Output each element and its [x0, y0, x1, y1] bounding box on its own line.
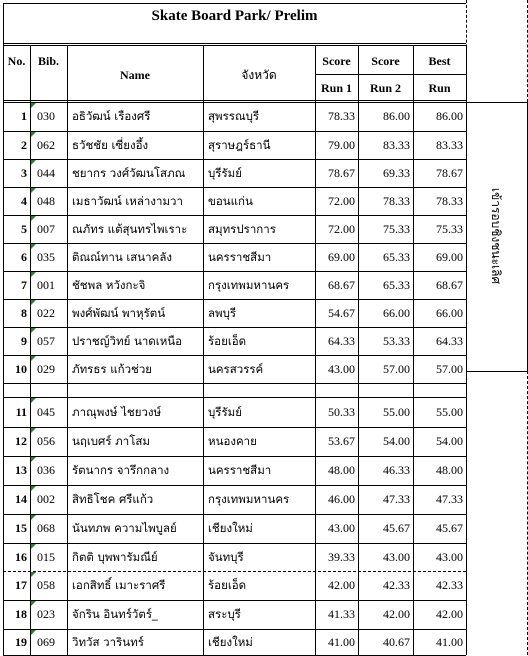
row-score-run2: 69.33 [383, 166, 410, 180]
row-score-run2: 57.00 [383, 362, 410, 376]
row-province: นครราชสีมา [208, 463, 272, 477]
row-number: 9 [21, 334, 27, 348]
row-score-run1: 78.67 [328, 166, 355, 180]
finalist-label: เข้ารอบชิงชนะเลิศ [489, 187, 503, 285]
row-score-run1: 43.00 [328, 521, 355, 535]
row-best-run: 64.33 [436, 334, 463, 348]
header-top-border [3, 45, 466, 46]
row-score-run2: 42.00 [383, 607, 410, 621]
row-name: ภัทรธร แก้วช่วย [72, 362, 153, 376]
row-score-run2: 45.67 [383, 521, 410, 535]
header-bib: Bib. [37, 54, 59, 68]
row-score-run2: 43.00 [383, 550, 410, 564]
row-score-run1: 79.00 [328, 138, 355, 152]
column-border [466, 45, 467, 655]
row-best-run: 78.67 [436, 166, 463, 180]
row-province: ร้อยเอ็ด [208, 578, 247, 592]
row-name: ณภัทร แต้สุนทรไพเราะ [72, 222, 188, 236]
row-best-run: 42.00 [436, 607, 463, 621]
row-number: 16 [15, 550, 27, 564]
row-score-run1: 50.33 [328, 405, 355, 419]
row-bib: 001 [37, 278, 55, 292]
row-bib: 068 [37, 521, 55, 535]
row-best-run: 48.00 [436, 463, 463, 477]
row-province: สระบุรี [208, 607, 241, 621]
row-bib: 044 [37, 166, 55, 180]
row-number: 13 [15, 463, 27, 477]
row-number: 18 [15, 607, 27, 621]
row-score-run2: 46.33 [383, 463, 410, 477]
row-number: 1 [21, 109, 27, 123]
row-border [3, 383, 466, 384]
row-score-run2: 66.00 [383, 306, 410, 320]
header-score-run1-top: Score [322, 54, 351, 68]
row-province: เชียงใหม่ [208, 635, 253, 649]
row-score-run2: 78.33 [383, 194, 410, 208]
row-number: 2 [21, 138, 27, 152]
row-number: 12 [15, 434, 27, 448]
row-bib: 069 [37, 635, 55, 649]
row-score-run1: 43.00 [328, 362, 355, 376]
row-score-run1: 48.00 [328, 463, 355, 477]
row-province: หนองคาย [208, 434, 257, 448]
row-score-run2: 47.33 [383, 492, 410, 506]
finalist-box-bottom [466, 371, 527, 372]
row-bib: 029 [37, 362, 55, 376]
row-name: นันทภพ ความไพบูลย์ [72, 521, 177, 535]
row-score-run1: 42.00 [328, 578, 355, 592]
row-bib: 023 [37, 607, 55, 621]
row-bib: 030 [37, 109, 55, 123]
header-top-border [3, 43, 466, 44]
row-score-run1: 53.67 [328, 434, 355, 448]
row-bib: 015 [37, 550, 55, 564]
row-name: ชัชพล หวังกะจิ [72, 278, 146, 292]
row-name: จักริน อินทร์วัตร์_ [72, 607, 158, 621]
row-bib: 022 [37, 306, 55, 320]
row-score-run1: 72.00 [328, 194, 355, 208]
row-number: 8 [21, 306, 27, 320]
row-province: กรุงเทพมหานคร [208, 492, 290, 506]
row-best-run: 66.00 [436, 306, 463, 320]
row-province: ขอนแก่น [208, 194, 253, 208]
header-score-run1-bottom: Run 1 [320, 81, 352, 95]
row-province: บุรีรัมย์ [208, 405, 242, 419]
row-name: อธิวัฒน์ เรืองศรี [72, 109, 151, 123]
row-score-run2: 40.67 [383, 635, 410, 649]
header-score-run2-bottom: Run 2 [369, 81, 401, 95]
row-score-run2: 42.33 [383, 578, 410, 592]
row-best-run: 68.67 [436, 278, 463, 292]
row-province: ลพบุรี [208, 306, 237, 320]
title-top-border [3, 3, 466, 4]
row-bib: 036 [37, 463, 55, 477]
row-best-run: 54.00 [436, 434, 463, 448]
row-score-run2: 55.00 [383, 405, 410, 419]
row-name: กิตติ บุพพารัมณีย์ [72, 550, 158, 564]
row-score-run1: 72.00 [328, 222, 355, 236]
row-name: นฤเบศร์ ภาโสม [72, 434, 151, 448]
row-name: พงศ์พัฒน์ พาหุรัตน์ [72, 306, 166, 320]
finalist-box-top [466, 102, 527, 103]
row-number: 14 [15, 492, 27, 506]
row-province: บุรีรัมย์ [208, 166, 242, 180]
row-province: นครราชสีมา [208, 250, 272, 264]
row-name: รัตนากร จารึกกลาง [72, 463, 170, 477]
row-score-run1: 68.67 [328, 278, 355, 292]
row-bib: 057 [37, 334, 55, 348]
row-name: ธวัชชัย เซี่ยงอึ้ง [72, 138, 149, 152]
header-score-run2-top: Score [371, 54, 400, 68]
row-score-run2: 86.00 [383, 109, 410, 123]
row-bib: 035 [37, 250, 55, 264]
row-name: ภาณุพงษ์ ไชยวงษ์ [72, 405, 162, 419]
row-province: สุพรรณบุรี [208, 109, 260, 123]
row-name: เมธาวัฒน์ เหล่างามวา [72, 194, 183, 208]
row-province: กรุงเทพมหานคร [208, 278, 290, 292]
row-number: 15 [15, 521, 27, 535]
row-best-run: 83.33 [436, 138, 463, 152]
row-number: 3 [21, 166, 27, 180]
row-bib: 045 [37, 405, 55, 419]
row-name: วิทวัส วารินทร์ [72, 635, 144, 649]
row-score-run2: 65.33 [383, 250, 410, 264]
row-best-run: 57.00 [436, 362, 463, 376]
row-name: เอกสิทธิ์ เมาะราศรี [72, 578, 166, 592]
sheet-title: Skate Board Park/ Prelim [151, 8, 318, 24]
header-best-bottom: Run [428, 81, 451, 95]
row-province: สุราษฎร์ธานี [208, 138, 271, 152]
row-score-run2: 65.33 [383, 278, 410, 292]
row-number: 10 [15, 362, 27, 376]
row-score-run2: 54.00 [383, 434, 410, 448]
row-best-run: 69.00 [436, 250, 463, 264]
header-best-top: Best [428, 54, 451, 68]
row-name: ชยากร วงศ์วัฒนโสภณ [72, 166, 186, 180]
row-best-run: 78.33 [436, 194, 463, 208]
row-score-run1: 41.00 [328, 635, 355, 649]
row-number: 19 [15, 635, 27, 649]
row-bib: 058 [37, 578, 55, 592]
row-best-run: 86.00 [436, 109, 463, 123]
row-province: สมุทรปราการ [208, 222, 276, 236]
row-name: ติณณ์ทาน เสนาคลัง [72, 250, 172, 264]
header-name: Name [120, 68, 150, 82]
row-best-run: 47.33 [436, 492, 463, 506]
row-score-run1: 46.00 [328, 492, 355, 506]
row-name: ปราชญ์วิทย์ นาดเหนือ [72, 334, 183, 348]
row-score-run1: 64.33 [328, 334, 355, 348]
row-number: 5 [21, 222, 27, 236]
row-province: เชียงใหม่ [208, 521, 253, 535]
row-score-run2: 83.33 [383, 138, 410, 152]
row-score-run1: 41.33 [328, 607, 355, 621]
row-province: จันทบุรี [208, 550, 244, 564]
row-bib: 002 [37, 492, 55, 506]
row-best-run: 43.00 [436, 550, 463, 564]
row-score-run1: 78.33 [328, 109, 355, 123]
row-score-run1: 54.67 [328, 306, 355, 320]
row-number: 4 [21, 194, 27, 208]
row-name: สิทธิโชค ศรีแก้ว [72, 492, 154, 506]
header-no: No. [7, 54, 26, 68]
row-score-run1: 69.00 [328, 250, 355, 264]
row-score-run2: 53.33 [383, 334, 410, 348]
row-bib: 048 [37, 194, 55, 208]
row-province: ร้อยเอ็ด [208, 334, 247, 348]
row-number: 11 [15, 405, 27, 419]
row-bib: 007 [37, 222, 55, 236]
row-number: 17 [15, 578, 27, 592]
row-score-run2: 75.33 [383, 222, 410, 236]
row-best-run: 75.33 [436, 222, 463, 236]
row-best-run: 41.00 [436, 635, 463, 649]
row-best-run: 55.00 [436, 405, 463, 419]
row-number: 6 [21, 250, 27, 264]
row-number: 7 [21, 278, 27, 292]
row-province: นครสวรรค์ [208, 362, 264, 376]
row-bib: 056 [37, 434, 55, 448]
row-bib: 062 [37, 138, 55, 152]
header-province: จังหวัด [241, 68, 277, 82]
row-best-run: 45.67 [436, 521, 463, 535]
row-score-run1: 39.33 [328, 550, 355, 564]
row-best-run: 42.33 [436, 578, 463, 592]
